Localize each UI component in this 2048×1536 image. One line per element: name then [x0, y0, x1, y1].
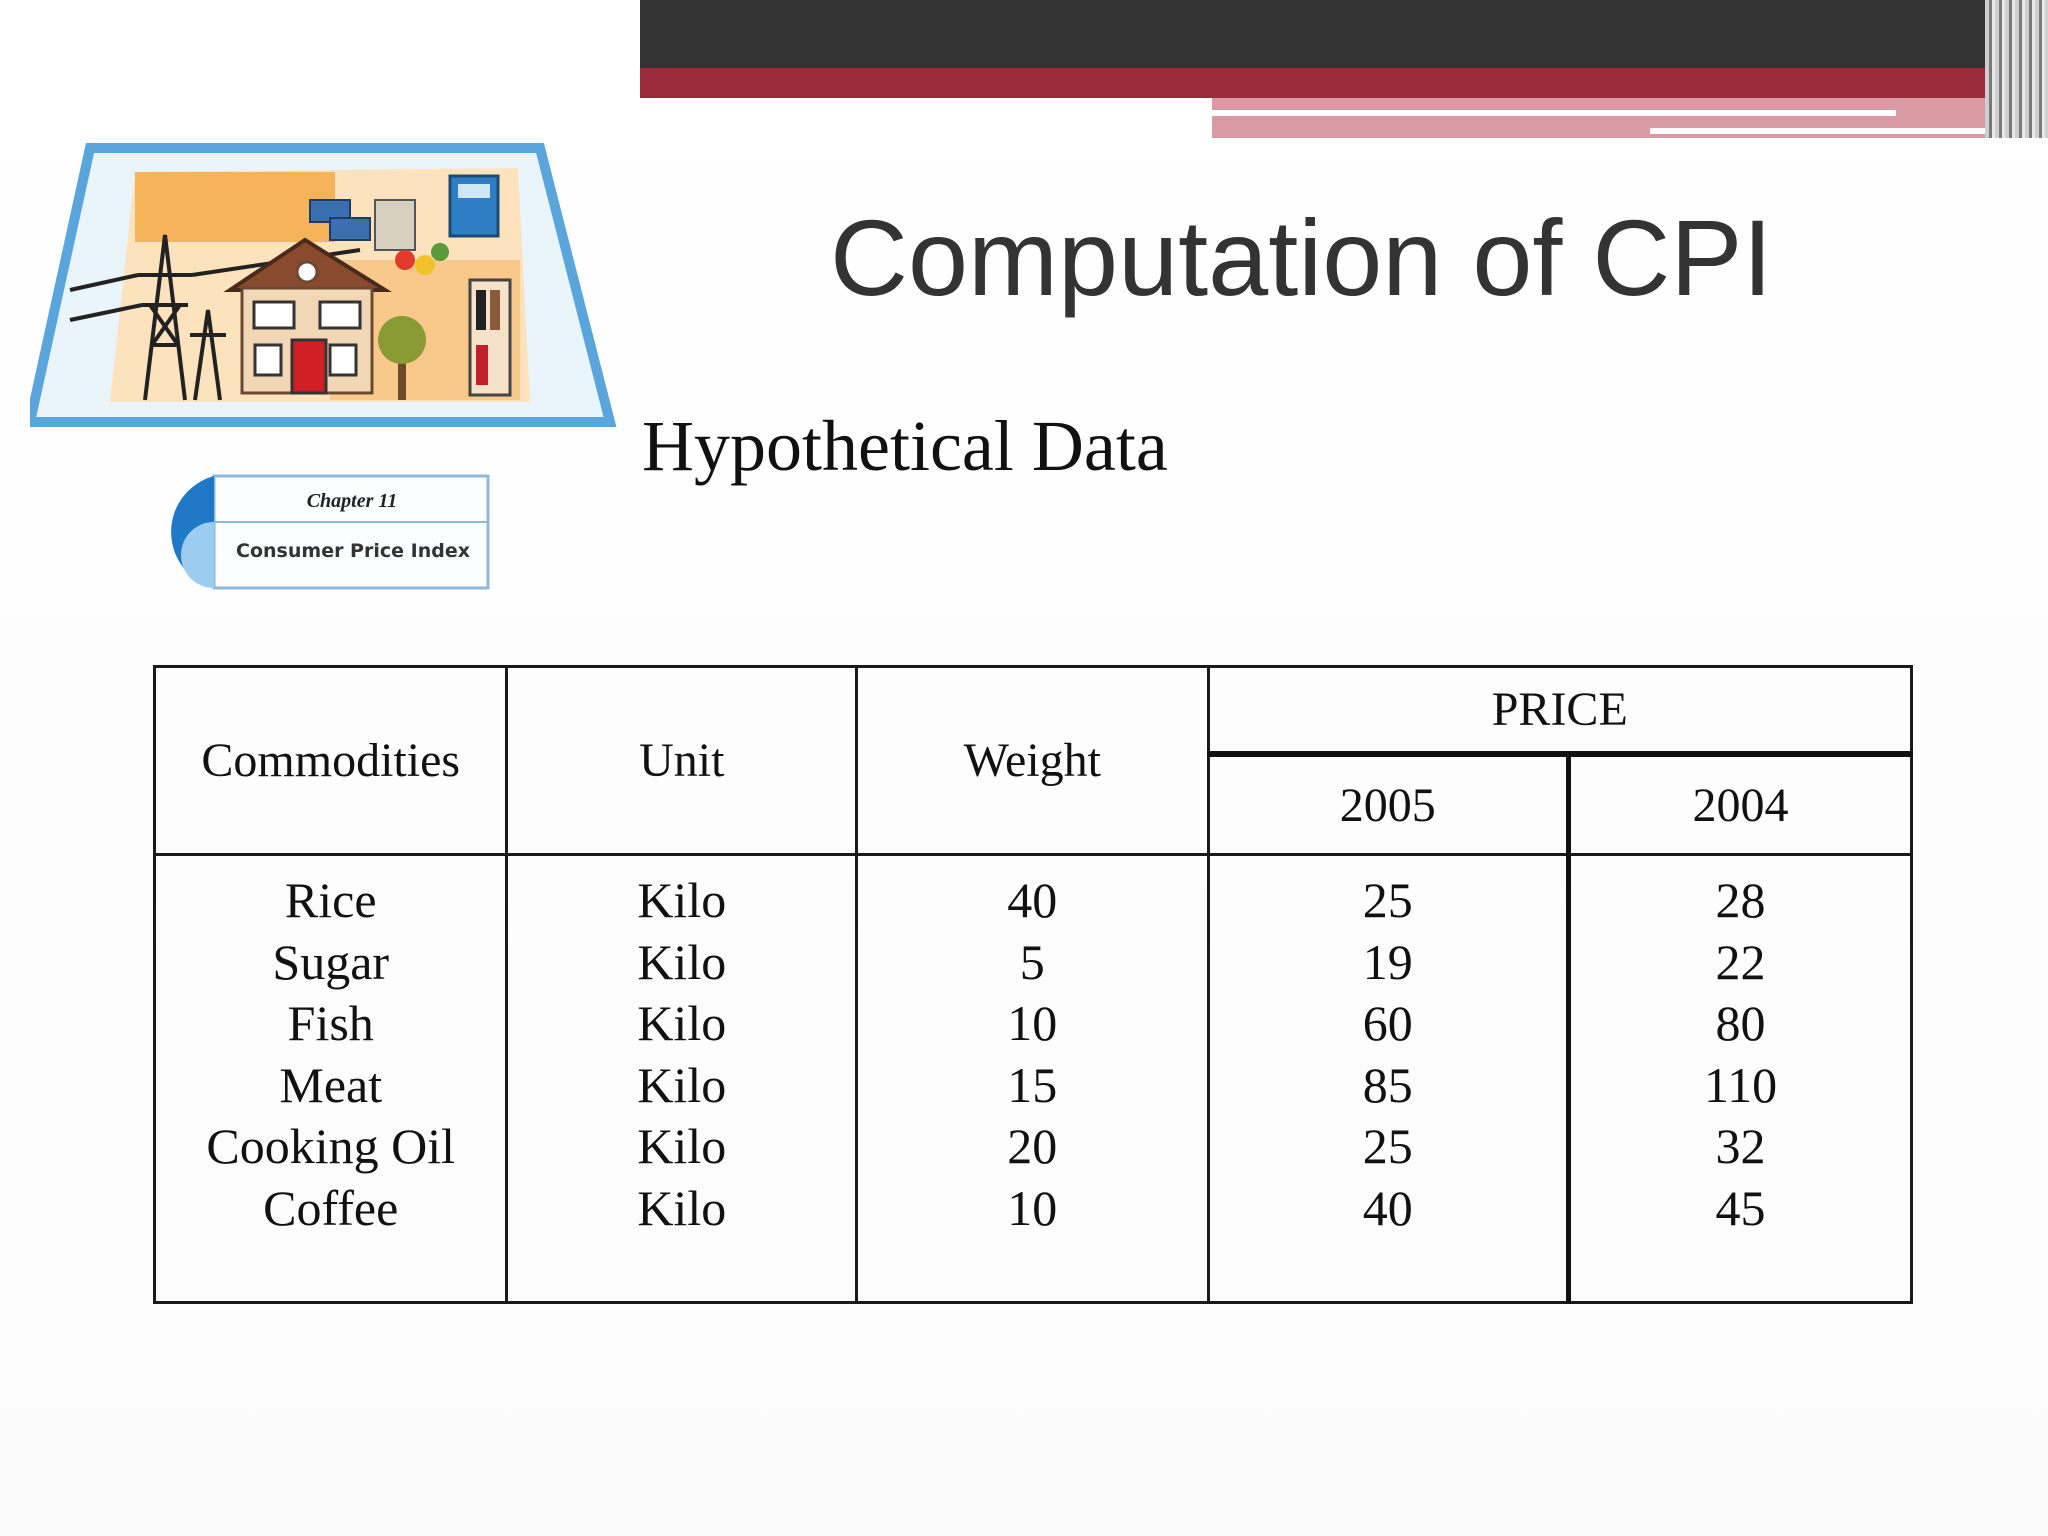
fuel-pump-icon [450, 176, 498, 236]
price-2005-cell: 25 [1362, 1118, 1413, 1174]
slide-subtitle: Hypothetical Data [642, 406, 1168, 486]
price-2005-cell: 85 [1362, 1056, 1413, 1113]
commodities-column [155, 855, 507, 1303]
wardrobe-icon [470, 280, 510, 395]
weight-cell: 40 [1007, 872, 1058, 928]
commodity-cell: Coffee [263, 1179, 399, 1236]
unit-cell: Kilo [637, 995, 727, 1051]
header-year-2005: 2005 [1208, 754, 1569, 855]
weight-column [857, 855, 1208, 1303]
price-2005-cell: 40 [1362, 1179, 1413, 1236]
chapter-badge [142, 474, 492, 592]
unit-cell: Kilo [637, 1118, 727, 1174]
chapter-label: Chapter 11 [306, 490, 398, 512]
header-unit: Unit [507, 667, 857, 855]
price-2005-cell: 19 [1362, 933, 1413, 990]
weight-cell: 10 [1007, 1179, 1058, 1236]
commodity-cell: Fish [287, 995, 374, 1051]
chapter-name: Consumer Price Index [236, 540, 470, 562]
price-2005-cell: 60 [1362, 995, 1413, 1051]
commodity-cell: Cooking Oil [206, 1118, 456, 1174]
unit-cell: Kilo [637, 1179, 727, 1236]
header-bar-dark [640, 0, 2048, 68]
price-2004-cell: 22 [1715, 933, 1766, 990]
price-2004-column [1569, 855, 1912, 1303]
slide-title: Computation of CPI [830, 197, 1773, 318]
header-weight: Weight [857, 667, 1208, 855]
commodity-cell: Rice [284, 872, 377, 928]
table-body-row [155, 855, 1912, 1303]
weight-cell: 15 [1007, 1056, 1058, 1113]
unit-cell: Kilo [637, 1056, 727, 1113]
price-2004-cell: 110 [1703, 1056, 1778, 1113]
price-2004-cell: 32 [1715, 1118, 1766, 1174]
cpi-data-table [153, 665, 1913, 1304]
header-commodities: Commodities [155, 667, 507, 855]
header-stripes [1985, 0, 2048, 138]
header-price: PRICE [1208, 667, 1912, 755]
unit-cell: Kilo [637, 933, 727, 990]
price-2004-cell: 80 [1715, 995, 1766, 1051]
weight-cell: 20 [1007, 1118, 1058, 1174]
cpi-illustration [30, 140, 620, 430]
price-2005-column [1208, 855, 1569, 1303]
weight-cell: 10 [1007, 995, 1058, 1051]
unit-cell: Kilo [637, 872, 727, 928]
header-year-2004: 2004 [1569, 754, 1912, 855]
price-2004-cell: 28 [1715, 872, 1766, 928]
weight-cell: 5 [1019, 933, 1045, 990]
commodity-cell: Sugar [272, 933, 390, 990]
header-line [1212, 110, 1896, 116]
unit-column [507, 855, 857, 1303]
commodity-cell: Meat [279, 1056, 383, 1113]
header-bar-red [640, 68, 2048, 98]
price-2004-cell: 45 [1715, 1179, 1766, 1236]
price-2005-cell: 25 [1362, 872, 1413, 928]
